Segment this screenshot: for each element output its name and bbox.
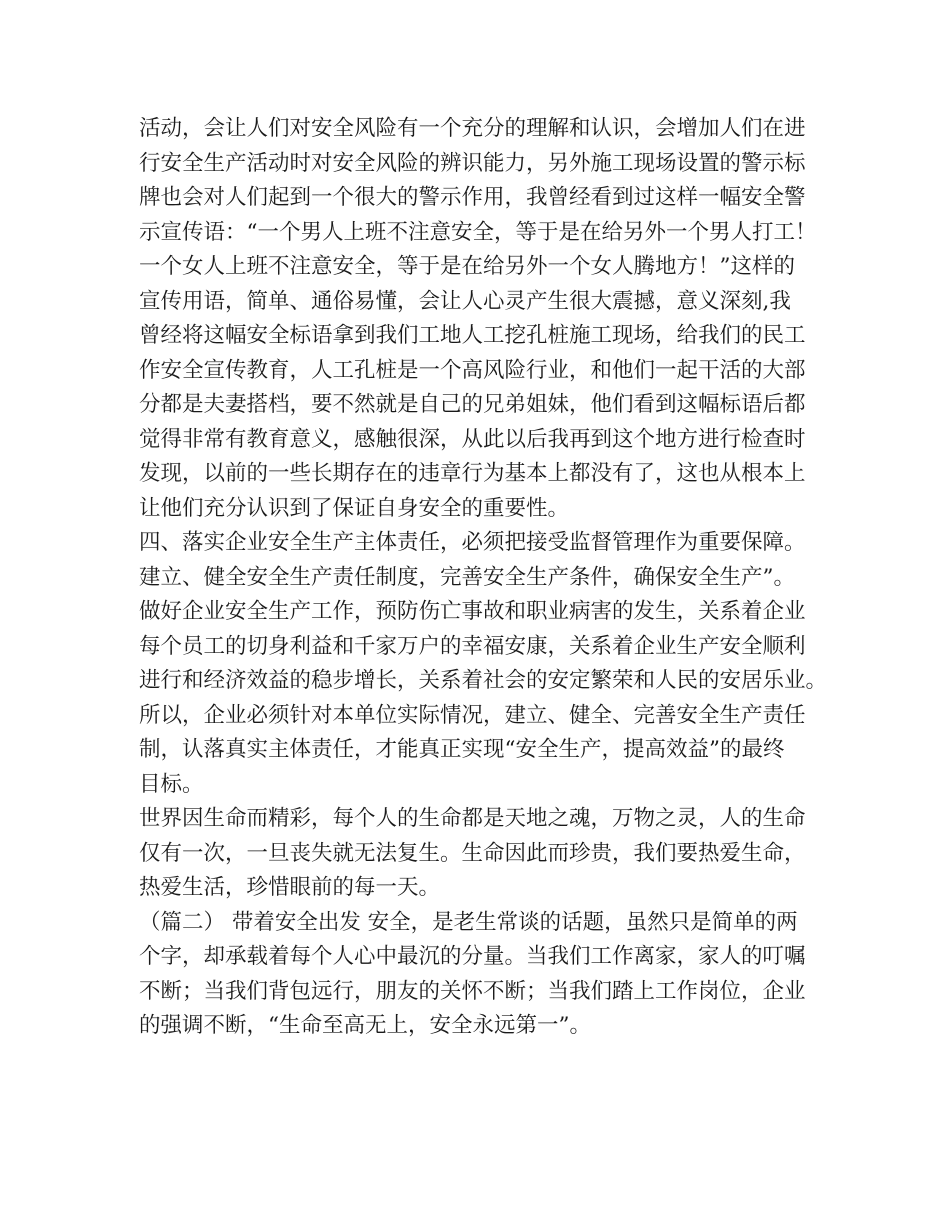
text-line: 觉得非常有教育意义，感触很深，从此以后我再到这个地方进行检查时 [139, 426, 806, 452]
text-line: 活动，会让人们对安全风险有一个充分的理解和认识，会增加人们在进 [139, 116, 806, 141]
text-line: 发现，以前的一些长期存在的违章行为基本上都没有了，这也从根本上 [139, 461, 806, 486]
text-line: 示宣传语：“一个男人上班不注意安全，等于是在给另外一个男人打工！ [139, 219, 817, 245]
text-line: 一个女人上班不注意安全，等于是在给另外一个女人腾地方！”这样的 [139, 254, 795, 279]
text-line: 制，认落真实主体责任，才能真正实现“安全生产，提高效益”的最终 [139, 737, 785, 762]
text-line: 目标。 [139, 771, 204, 797]
text-line: 仅有一次，一旦丧失就无法复生。生命因此而珍贵，我们要热爱生命， [139, 840, 806, 866]
section-heading-line: （篇二） 带着安全出发 安全，是老生常谈的话题，虽然只是简单的两 [139, 909, 798, 935]
body-text [139, 112, 829, 1044]
text-line: 每个员工的切身利益和千家万户的幸福安康，关系着企业生产安全顺利 [139, 633, 806, 659]
text-line: 不断；当我们背包远行，朋友的关怀不断；当我们踏上工作岗位，企业 [139, 978, 806, 1004]
text-line: 所以，企业必须针对本单位实际情况，建立、健全、完善安全生产责任 [139, 702, 806, 728]
text-line: 作安全宣传教育，人工孔桩是一个高风险行业，和他们一起干活的大部 [139, 357, 806, 383]
text-line: 牌也会对人们起到一个很大的警示作用，我曾经看到过这样一幅安全警 [139, 185, 806, 210]
text-line: 让他们充分认识到了保证自身安全的重要性。 [139, 495, 570, 521]
text-line: 曾经将这幅安全标语拿到我们工地人工挖孔桩施工现场，给我们的民工 [139, 323, 806, 348]
text-line: 建立、健全安全生产责任制度，完善安全生产条件，确保安全生产”。 [139, 564, 795, 590]
text-line: 行安全生产活动时对安全风险的辨识能力，另外施工现场设置的警示标 [139, 150, 806, 176]
text-line: 分都是夫妻搭档，要不然就是自己的兄弟姐妹，他们看到这幅标语后都 [139, 392, 806, 417]
text-line: 热爱生活，珍惜眼前的每一天。 [139, 875, 441, 900]
text-line: 做好企业安全生产工作，预防伤亡事故和职业病害的发生，关系着企业 [139, 599, 806, 624]
text-line: 世界因生命而精彩，每个人的生命都是天地之魂，万物之灵，人的生命 [139, 806, 806, 831]
text-line: 进行和经济效益的稳步增长，关系着社会的安定繁荣和人民的安居乐业。 [139, 668, 828, 693]
section-heading-line: 四、落实企业安全生产主体责任，必须把接受监督管理作为重要保障。 [139, 530, 806, 555]
text-line: 个字，却承载着每个人心中最沉的分量。当我们工作离家，家人的叮嘱 [139, 944, 806, 969]
text-line: 宣传用语，简单、通俗易懂，会让人心灵产生很大震撼，意义深刻,我 [139, 288, 791, 314]
text-line: 的强调不断，“生命至高无上，安全永远第一”。 [139, 1013, 591, 1038]
